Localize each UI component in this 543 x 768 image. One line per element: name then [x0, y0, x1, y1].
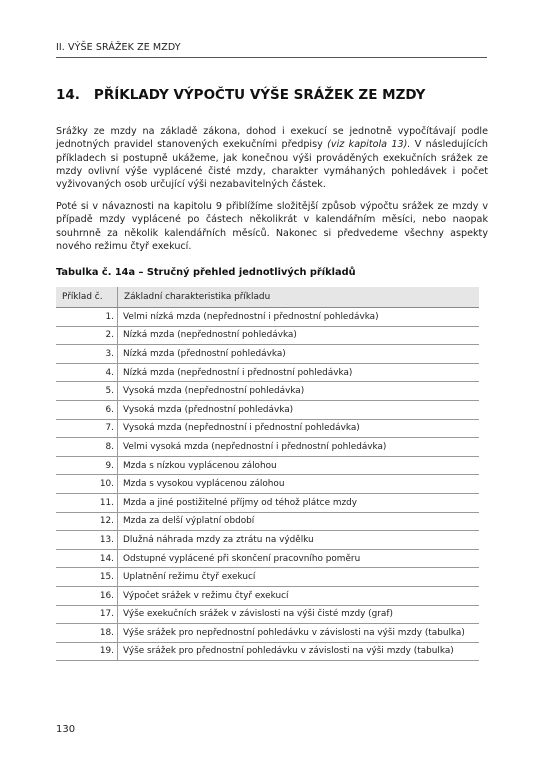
table-row [56, 493, 479, 512]
table-body [56, 308, 479, 661]
table-row [56, 456, 479, 475]
example-number-cell: 15. [56, 568, 118, 587]
table-row [56, 475, 479, 494]
example-description-cell: Mzda a jiné postižitelné příjmy od téhož plátce mzdy [118, 493, 480, 512]
chapter-title: PŘÍKLADY VÝPOČTU VÝŠE SRÁŽEK ZE MZDY [93, 87, 426, 103]
table-row [56, 568, 479, 587]
example-number-cell: 3. [56, 345, 118, 364]
example-number-cell: 12. [56, 512, 118, 531]
table-caption: Tabulka č. 14a – Stručný přehled jednotlivých příkladů [56, 267, 356, 278]
example-description-cell: Výše srážek pro přednostní pohledávku v závislosti na výši mzdy (tabulka) [118, 642, 480, 661]
intro-paragraph [56, 125, 488, 191]
page-number: 130 [56, 724, 76, 735]
column-header-number: Příklad č. [56, 287, 118, 308]
example-description-cell: Vysoká mzda (přednostní pohledávka) [118, 400, 480, 419]
example-number-cell: 17. [56, 605, 118, 624]
example-number-cell: 5. [56, 382, 118, 401]
table-row [56, 605, 479, 624]
example-description-cell: Výše exekučních srážek v závislosti na výši čisté mzdy (graf) [118, 605, 480, 624]
example-number-cell: 18. [56, 624, 118, 643]
chapter-number: 14. [56, 87, 80, 103]
chapter-reference: (viz kapitola 13). [327, 139, 411, 151]
example-description-cell: Odstupné vyplácené při skončení pracovního poměru [118, 549, 480, 568]
example-description-cell: Mzda s nízkou vyplácenou zálohou [118, 456, 480, 475]
example-number-cell: 16. [56, 586, 118, 605]
example-number-cell: 13. [56, 531, 118, 550]
example-description-cell: Uplatnění režimu čtyř exekucí [118, 568, 480, 587]
example-description-cell: Nízká mzda (nepřednostní i přednostní pohledávka) [118, 363, 480, 382]
example-number-cell: 11. [56, 493, 118, 512]
example-number-cell: 4. [56, 363, 118, 382]
header-divider [56, 57, 487, 58]
second-paragraph: Poté si v návaznosti na kapitolu 9 přiblížíme složitější způsob výpočtu srážek ze mzdy v případě mzdy vyplácené po částech několikrát v kalendářním měsíci, nebo naopak souhrnně za několik kalendářních měsíců. Nakonec si předvedeme všechny aspekty nového režimu čtyř exekucí. [56, 201, 488, 252]
table-row [56, 586, 479, 605]
paragraph-text: Srážky ze mzdy na základě zákona, dohod i exekucí se jednotně vypočítávají podle jednotných pravidel stanovených exekučními předpisy [56, 126, 488, 151]
column-header-description: Základní charakteristika příkladu [118, 287, 480, 308]
table-row [56, 419, 479, 438]
example-number-cell: 7. [56, 419, 118, 438]
example-number-cell: 10. [56, 475, 118, 494]
table-row [56, 308, 479, 327]
example-number-cell: 1. [56, 308, 118, 327]
example-number-cell: 8. [56, 438, 118, 457]
examples-table [56, 287, 479, 661]
table-row [56, 363, 479, 382]
example-number-cell: 14. [56, 549, 118, 568]
table-row [56, 642, 479, 661]
table-row [56, 531, 479, 550]
example-description-cell: Výpočet srážek v režimu čtyř exekucí [118, 586, 480, 605]
example-description-cell: Mzda s vysokou vyplácenou zálohou [118, 475, 480, 494]
example-number-cell: 6. [56, 400, 118, 419]
example-description-cell: Dlužná náhrada mzdy za ztrátu na výdělku [118, 531, 480, 550]
table-row [56, 382, 479, 401]
example-description-cell: Mzda za delší výplatní období [118, 512, 480, 531]
example-description-cell: Vysoká mzda (nepřednostní i přednostní pohledávka) [118, 419, 480, 438]
table-row [56, 438, 479, 457]
paragraph-text: V následujících příkladech si postupně ukážeme, jak konečnou výši prováděných exekučních srážek ze mzdy ovlivní výše vyplácené čisté mzdy, charakter vymáhaných pohledávek i počet vyživovaných osob určující výši nezabavitelných částek. [56, 139, 488, 191]
example-description-cell: Vysoká mzda (nepřednostní pohledávka) [118, 382, 480, 401]
running-header: II. VÝŠE SRÁŽEK ZE MZDY [56, 42, 181, 53]
table-header-row [56, 287, 479, 308]
example-number-cell: 2. [56, 326, 118, 345]
table-row [56, 345, 479, 364]
table-row [56, 624, 479, 643]
example-description-cell: Velmi vysoká mzda (nepřednostní i přednostní pohledávka) [118, 438, 480, 457]
table-row [56, 400, 479, 419]
table-row [56, 512, 479, 531]
example-number-cell: 9. [56, 456, 118, 475]
table-row [56, 326, 479, 345]
chapter-heading [56, 87, 425, 103]
example-description-cell: Nízká mzda (nepřednostní pohledávka) [118, 326, 480, 345]
example-number-cell: 19. [56, 642, 118, 661]
example-description-cell: Nízká mzda (přednostní pohledávka) [118, 345, 480, 364]
example-description-cell: Výše srážek pro nepřednostní pohledávku v závislosti na výši mzdy (tabulka) [118, 624, 480, 643]
table-row [56, 549, 479, 568]
example-description-cell: Velmi nízká mzda (nepřednostní i přednostní pohledávka) [118, 308, 480, 327]
